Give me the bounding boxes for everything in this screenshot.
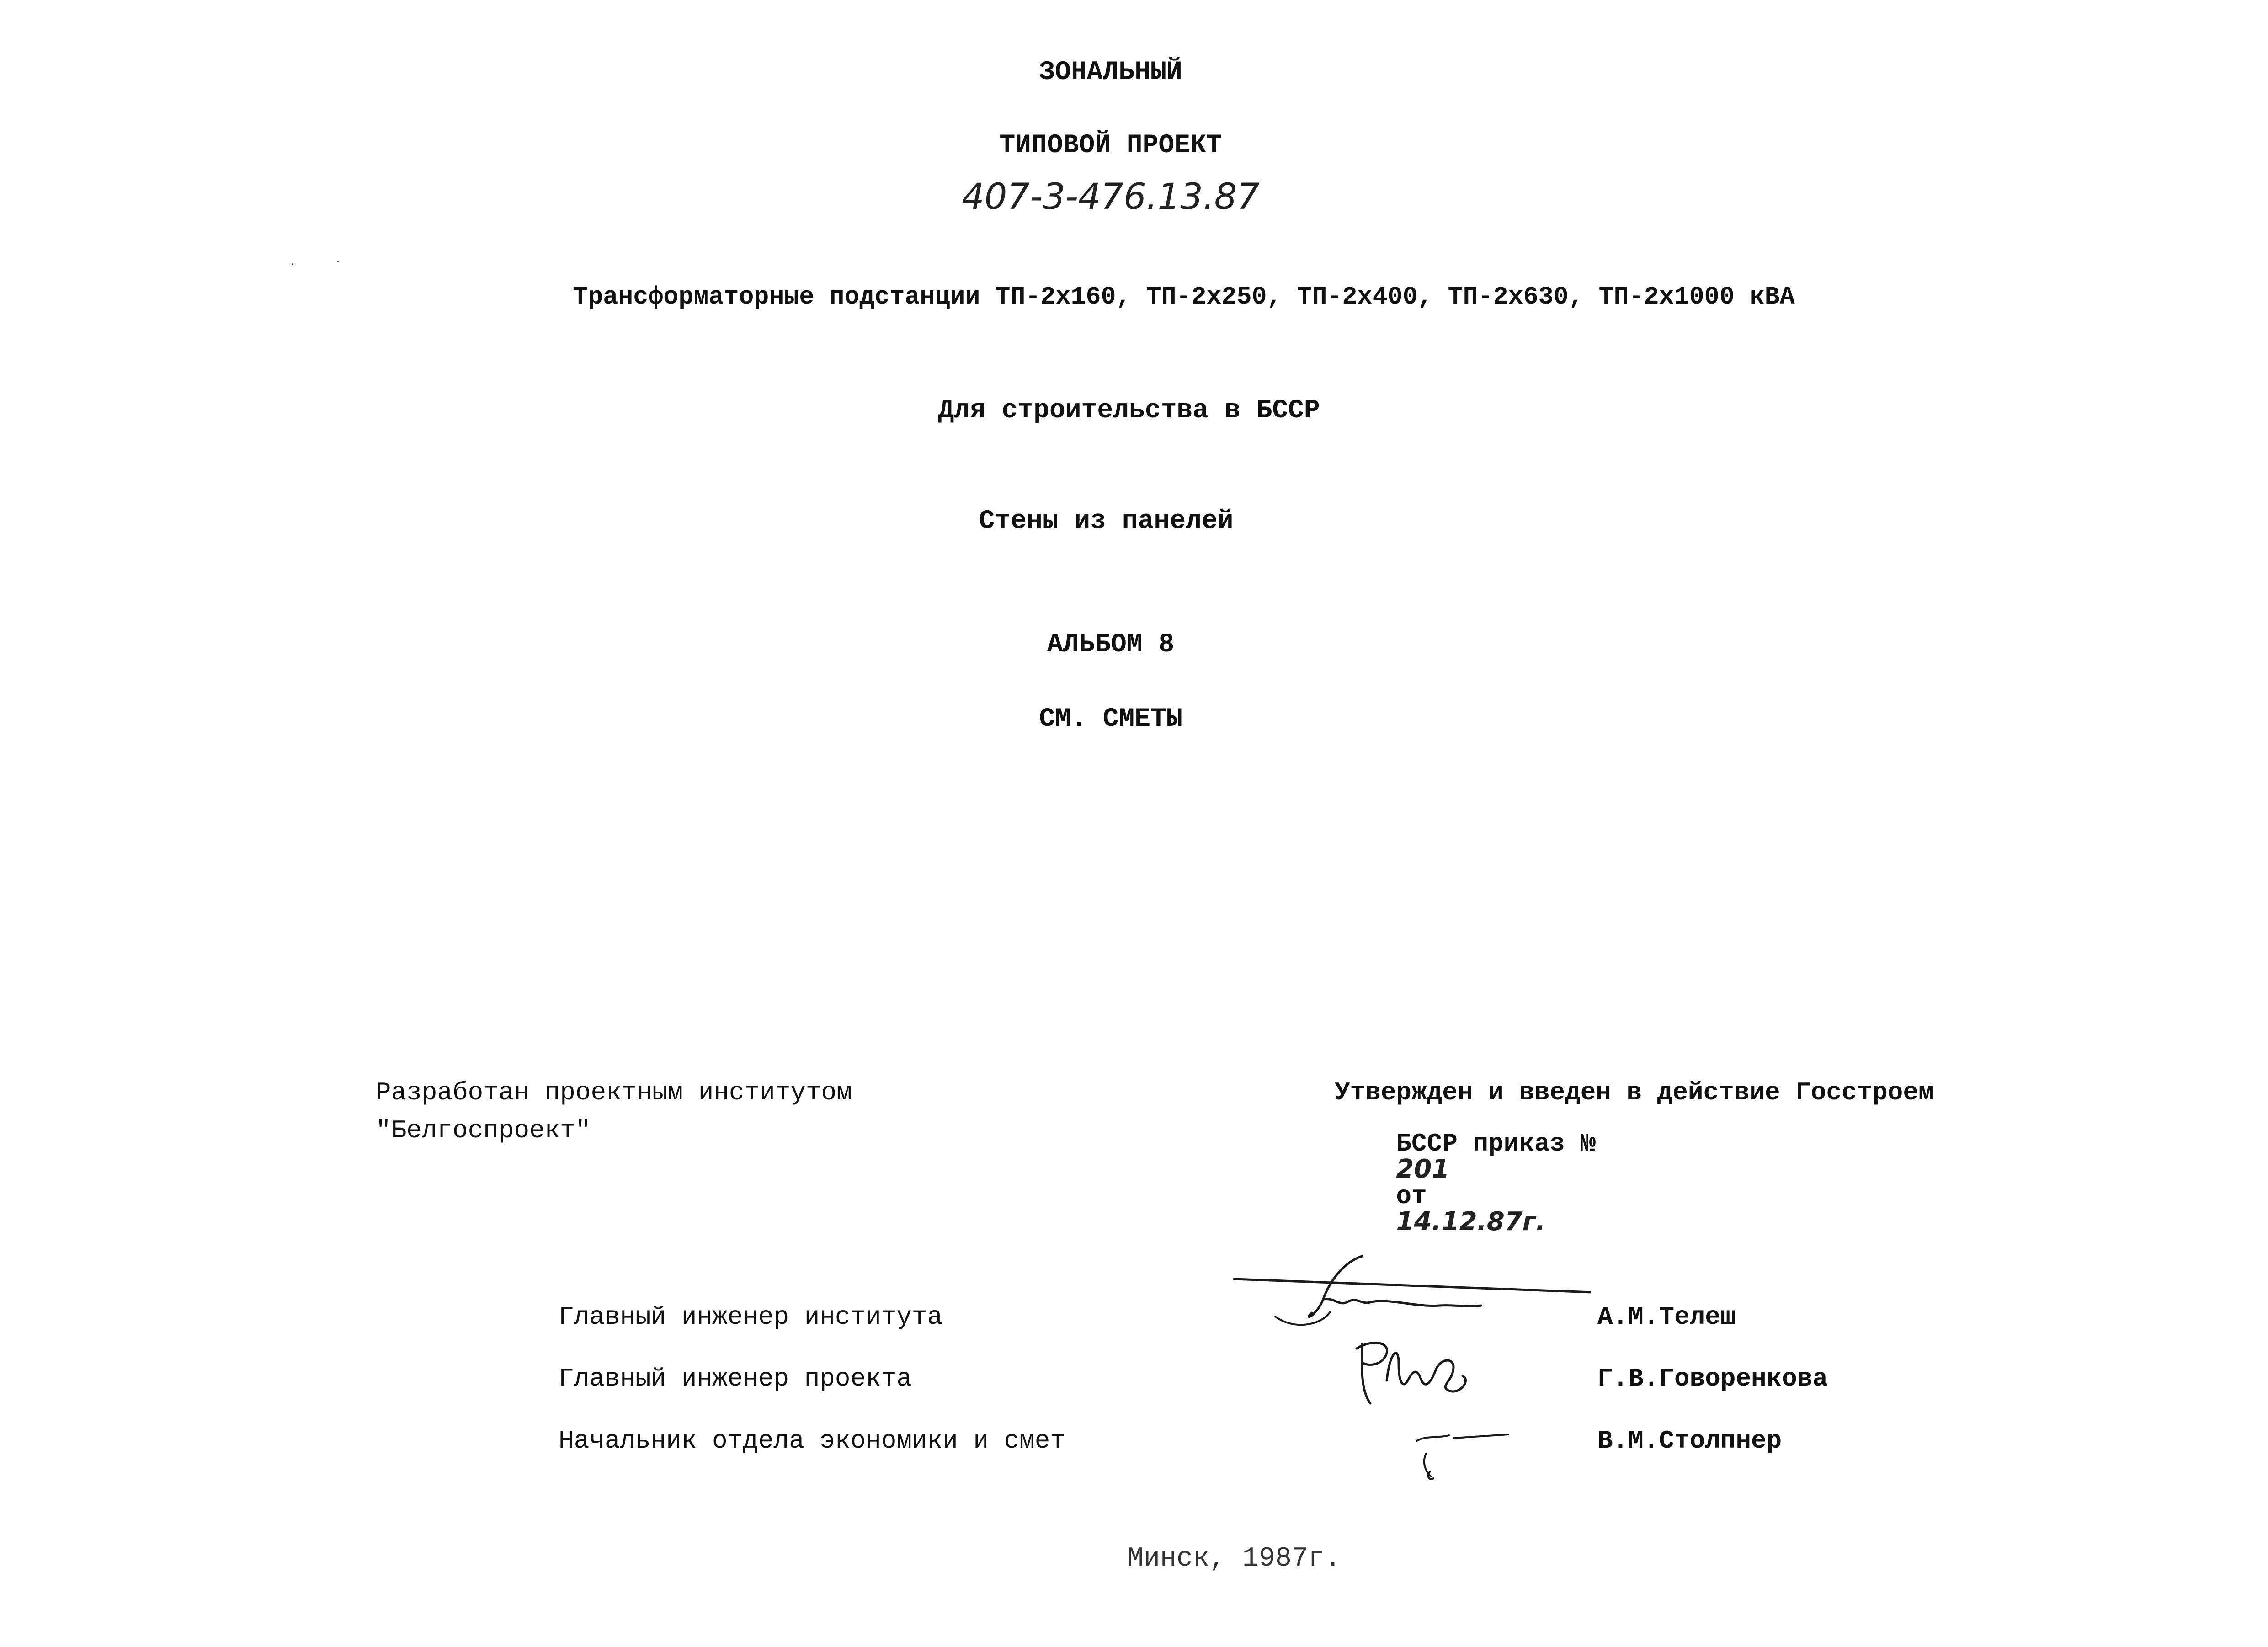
zonal-label: ЗОНАЛЬНЫЙ [1039,58,1182,87]
developer-line-2: "Белгоспроект" [376,1116,591,1145]
approval-line-1: Утвержден и введен в действие Госстроем [1335,1078,1934,1107]
typical-project-label: ТИПОВОЙ ПРОЕКТ [999,131,1222,160]
signatory-name: В.М.Столпнер [1597,1426,1782,1455]
signatory-position: Главный инженер института [559,1302,943,1332]
place-and-year: Минск, 1987г. [1127,1543,1342,1574]
developer-line-1: Разработан проектным институтом [376,1078,852,1107]
album-number: АЛЬБОМ 8 [1047,630,1175,660]
wall-variant: Стены из панелей [979,506,1234,536]
signature-stolpner [1417,1434,1508,1479]
album-content: СМ. СМЕТЫ [1039,704,1182,734]
signature-stroke-top-line [1234,1279,1591,1293]
signatory-position: Главный инженер проекта [559,1364,912,1393]
construction-purpose: Для строительства в БССР [938,396,1320,426]
approval-date: 14.12.87г. [1396,1207,1546,1237]
signatory-name: А.М.Телеш [1597,1302,1736,1332]
approval-order-prefix: БССР приказ № [1396,1129,1596,1158]
approval-line-2 [1335,1105,1596,1262]
signatory-name: Г.В.Говоренкова [1597,1364,1828,1393]
signatory-position: Начальник отдела экономики и смет [559,1426,1065,1455]
signature-govorenkova [1357,1343,1466,1403]
approval-date-prefix: от [1396,1182,1427,1211]
document-subject: Трансформаторные подстанции ТП-2х160, ТП-2х250, ТП-2х400, ТП-2х630, ТП-2х1000 кВА [573,282,1795,311]
scan-specks [283,256,375,274]
handwritten-signatures [1225,1243,1591,1499]
signature-telesh-hook [1275,1312,1330,1325]
approval-order-number: 201 [1396,1154,1450,1184]
project-number: 407-3-476.13.87 [962,176,1260,218]
